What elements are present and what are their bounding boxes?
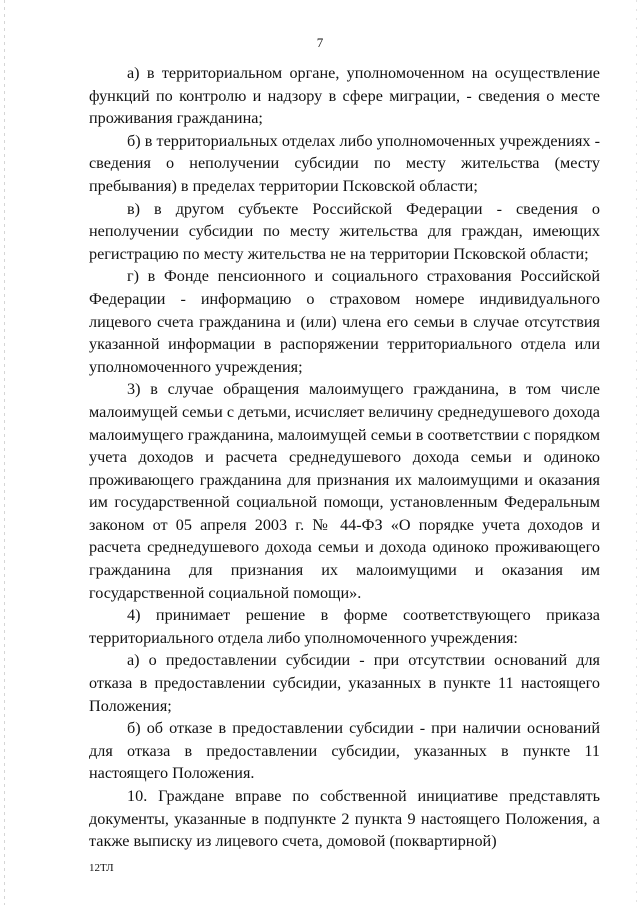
paragraph-v-other-subject: в) в другом субъекте Российской Федерации - сведения о неполучении субсидии по месту жительства для граждан, имеющих регистрацию по месту жительства не на территории Псковской области;: [89, 199, 600, 263]
document-body: [89, 62, 600, 853]
paragraph-4-decision: 4) принимает решение в форме соответствующего приказа территориального отдела либо уполномоченного учреждения:: [89, 606, 600, 647]
page-number: 7: [316, 35, 324, 50]
paragraph-g-pension-fund: г) в Фонде пенсионного и социального страхования Российской Федерации - информацию о страховом номере индивидуального лицевого счета гражданина и (или) члена его семьи в случае отсутствия указанной информации в распоряжении территориального отдела или уполномоченного учреждения;: [89, 267, 600, 376]
scan-right-edge: [636, 0, 637, 905]
document-code: 12ТЛ: [89, 862, 114, 874]
paragraph-a-migration: а) в территориальном органе, уполномоченном на осуществление функций по контролю и надзору в сфере миграции, - сведения о месте проживания гражданина;: [89, 64, 600, 128]
paragraph-10-citizens-rights: 10. Граждане вправе по собственной инициативе представлять документы, указанные в подпункте 2 пункта 9 настоящего Положения, а также выписку из лицевого счета, домовой (поквартирной): [89, 787, 600, 851]
paragraph-b-refuse-subsidy: б) об отказе в предоставлении субсидии - при наличии оснований для отказа в предоставлении субсидии, указанных в пункте 11 настоящего Положения.: [89, 719, 600, 783]
scan-left-edge: [4, 0, 5, 905]
paragraph-3-income-calculation: 3) в случае обращения малоимущего гражданина, в том числе малоимущей семьи с детьми, исчисляет величину среднедушевого дохода малоимущего гражданина, малоимущей семьи в соответствии с порядком учета доходов и расчета среднедушевого дохода семьи и одиноко проживающего гражданина для признания их малоимущими и оказания им государственной социальной помощи, установленным Федеральным законом от 05 апреля 2003 г. № 44-ФЗ «О порядке учета доходов и расчета среднедушевого дохода семьи и дохода одиноко проживающего гражданина для признания их малоимущими и оказания им государственной социальной помощи».: [89, 380, 600, 602]
paragraph-b-territorial-offices: б) в территориальных отделах либо уполномоченных учреждениях - сведения о неполучении субсидии по месту жительства (месту пребывания) в пределах территории Псковской области;: [89, 131, 600, 195]
paragraph-a-grant-subsidy: а) о предоставлении субсидии - при отсутствии оснований для отказа в предоставлении субсидии, указанных в пункте 11 настоящего Положения;: [89, 651, 600, 715]
